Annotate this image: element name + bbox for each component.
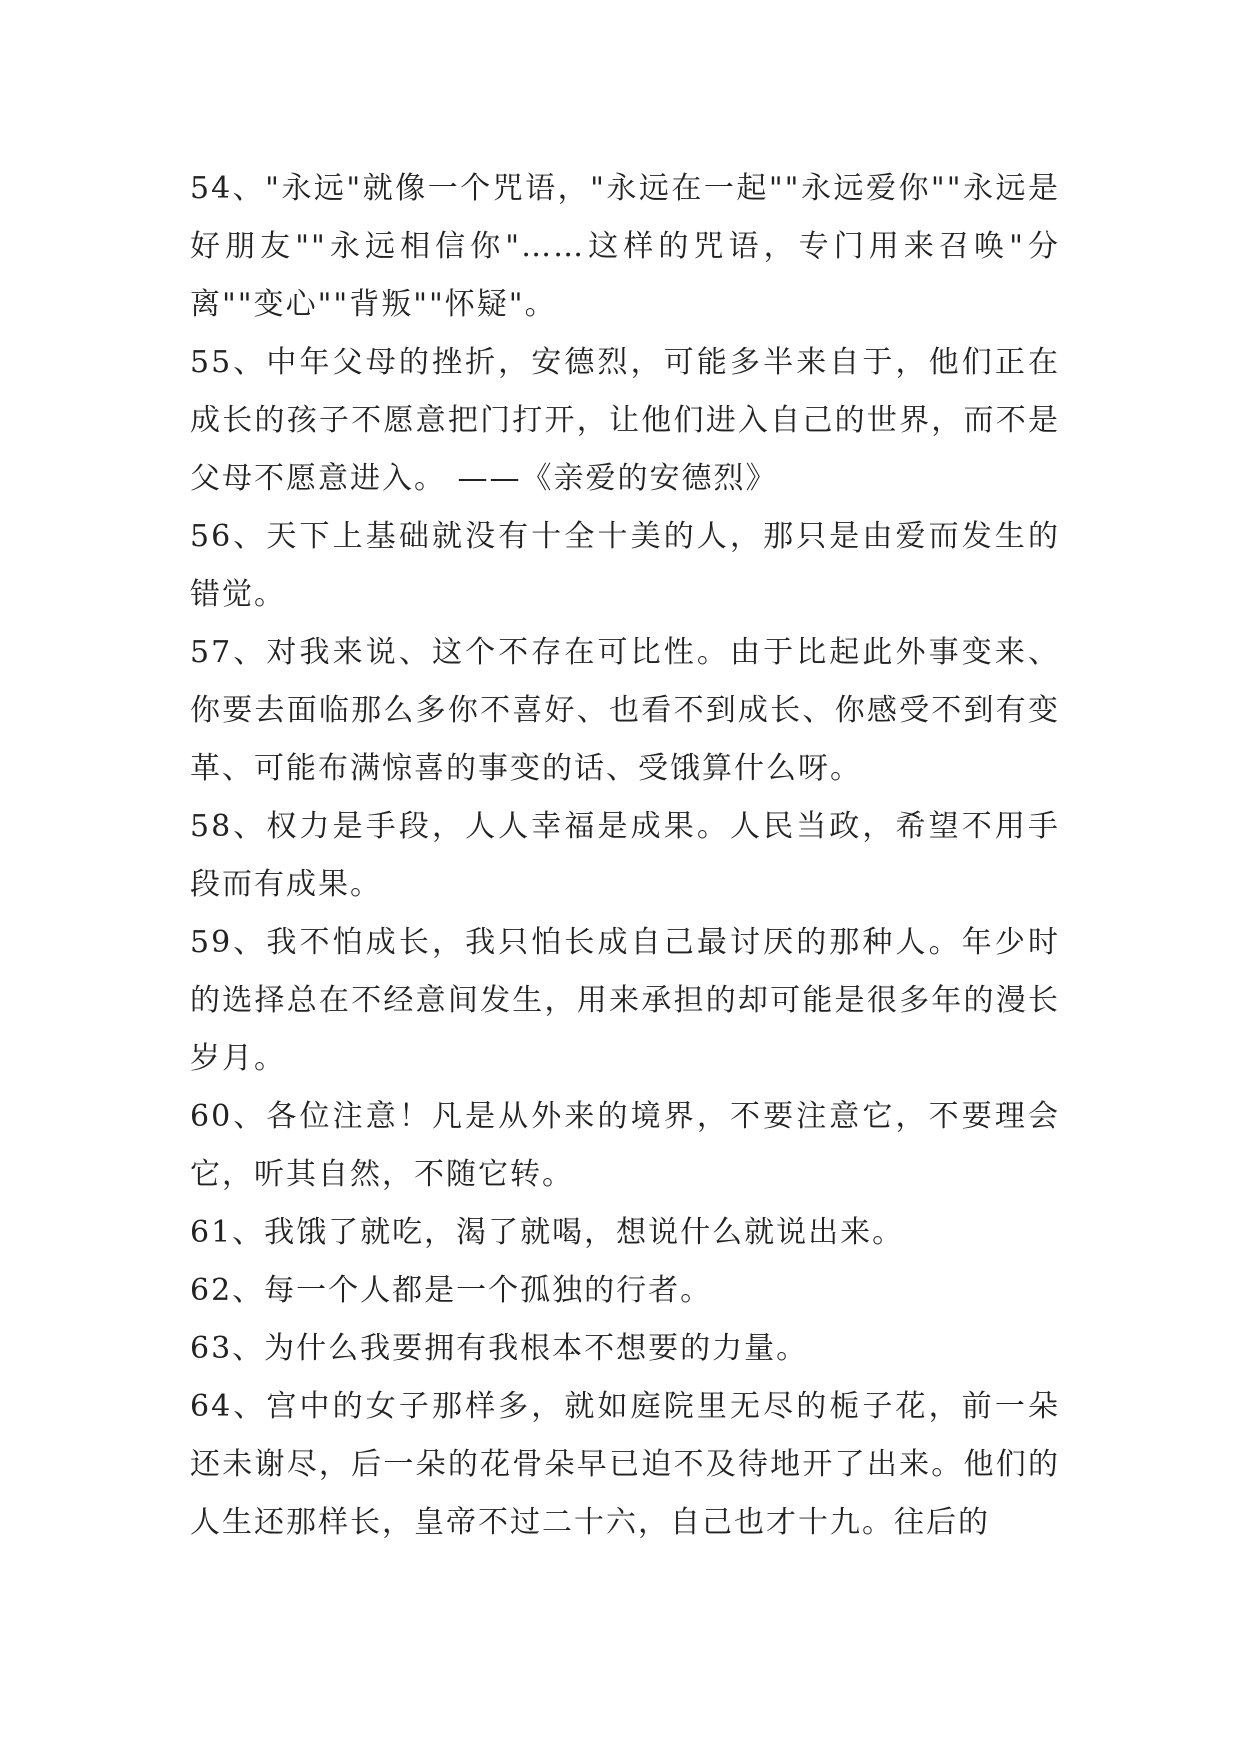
document-body (190, 160, 1060, 1552)
paragraph-59: 59、我不怕成长，我只怕长成自己最讨厌的那种人。年少时的选择总在不经意间发生，用来承担的却可能是很多年的漫长岁月。 (190, 925, 1060, 1076)
paragraph-62: 62、每一个人都是一个孤独的行者。 (190, 1273, 713, 1308)
paragraph-56: 56、天下上基础就没有十全十美的人，那只是由爱而发生的错觉。 (190, 519, 1060, 612)
paragraph-60: 60、各位注意！凡是从外来的境界，不要注意它，不要理会它，听其自然，不随它转。 (190, 1099, 1060, 1192)
paragraph-64: 64、宫中的女子那样多，就如庭院里无尽的栀子花，前一朵还未谢尽，后一朵的花骨朵早已迫不及待地开了出来。他们的人生还那样长，皇帝不过二十六，自己也才十九。往后的 (190, 1389, 1060, 1540)
paragraph-54: 54、"永远"就像一个咒语，"永远在一起""永远爱你""永远是好朋友""永远相信你"……这样的咒语，专门用来召唤"分离""变心""背叛""怀疑"。 (190, 171, 1060, 322)
paragraph-58: 58、权力是手段，人人幸福是成果。人民当政，希望不用手段而有成果。 (190, 809, 1060, 902)
paragraph-55: 55、中年父母的挫折，安德烈，可能多半来自于，他们正在成长的孩子不愿意把门打开，让他们进入自己的世界，而不是父母不愿意进入。 ——《亲爱的安德烈》 (190, 345, 1060, 496)
paragraph-63: 63、为什么我要拥有我根本不想要的力量。 (190, 1331, 809, 1366)
paragraph-57: 57、对我来说、这个不存在可比性。由于比起此外事变来、你要去面临那么多你不喜好、也看不到成长、你感受不到有变革、可能布满惊喜的事变的话、受饿算什么呀。 (190, 635, 1060, 786)
paragraph-61: 61、我饿了就吃，渴了就喝，想说什么就说出来。 (190, 1215, 905, 1250)
